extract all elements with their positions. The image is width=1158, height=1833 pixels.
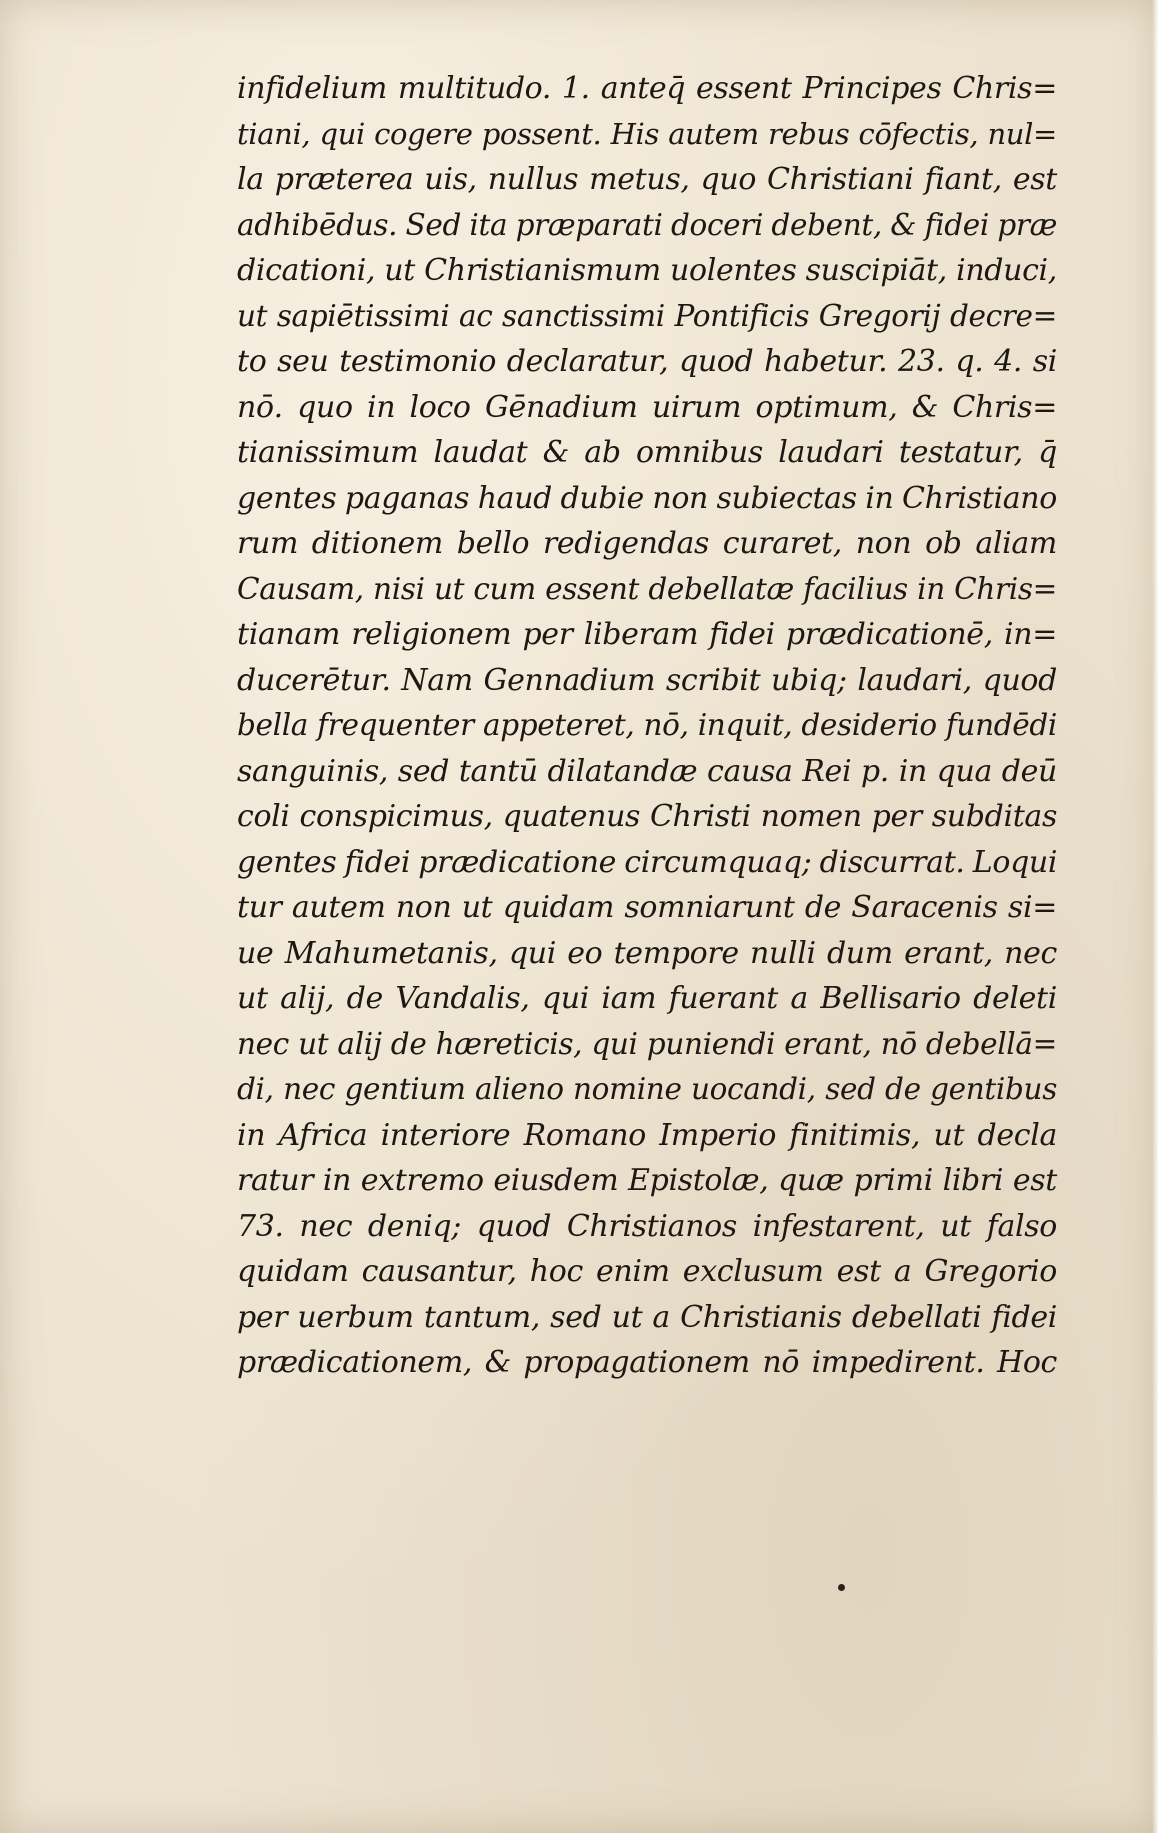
text-line: bella frequenter appeteret, nō, inquit, desiderio fundēdi bbox=[237, 708, 1057, 742]
text-line: ue Mahumetanis, qui eo tempore nulli dum erant, nec bbox=[237, 935, 1057, 971]
text-line: per uerbum tantum, sed ut a Christianis debellati fidei bbox=[237, 1299, 1057, 1335]
text-line: to seu testimonio declaratur, quod habetur. 23. q. 4. si bbox=[237, 344, 1057, 379]
text-line: gentes fidei prædicatione circumquaq; discurrat. Loqui bbox=[237, 844, 1058, 880]
text-line: rum ditionem bello redigendas curaret, non ob aliam bbox=[237, 526, 1057, 561]
text-line: coli conspicimus, quatenus Christi nomen per subditas bbox=[237, 799, 1057, 834]
text-line: tianissimum laudat & ab omnibus laudari testatur, q̄ bbox=[237, 435, 1057, 470]
text-line: ratur in extremo eiusdem Epistolæ, quæ primi libri est bbox=[237, 1163, 1057, 1198]
text-line: sanguinis, sed tantū dilatandæ causa Rei p. in qua deū bbox=[237, 753, 1057, 789]
text-line: tur autem non ut quidam somniarunt de Saracenis si= bbox=[237, 890, 1057, 925]
text-line: nō. quo in loco Gēnadium uirum optimum, & Chris= bbox=[237, 389, 1057, 425]
text-line: adhibēdus. Sed ita præparati doceri debent, & fidei præ bbox=[237, 207, 1057, 242]
text-line: di, nec gentium alieno nomine uocandi, sed de gentibus bbox=[237, 1072, 1057, 1106]
text-line: tianam religionem per liberam fidei prædicationē, in= bbox=[237, 617, 1057, 652]
text-line: quidam causantur, hoc enim exclusum est a Gregorio bbox=[237, 1254, 1057, 1289]
text-line: 73. nec deniq; quod Christianos infestarent, ut falso bbox=[237, 1208, 1057, 1244]
text-line: la præterea uis, nullus metus, quo Christiani fiant, est bbox=[237, 162, 1057, 197]
text-column bbox=[237, 66, 1057, 1386]
text-line: Causam, nisi ut cum essent debellatæ facilius in Chris= bbox=[237, 571, 1057, 606]
text-line: nec ut alij de hæreticis, qui puniendi erant, nō debellā= bbox=[237, 1026, 1057, 1061]
text-line: ut sapiētissimi ac sanctissimi Pontificis Gregorij decre= bbox=[237, 298, 1057, 333]
text-line: ducerētur. Nam Gennadium scribit ubiq; laudari, quod bbox=[237, 662, 1057, 698]
text-line: prædicationem, & propagationem nō impedirent. Hoc bbox=[237, 1345, 1057, 1380]
text-line: dicationi, ut Christianismum uolentes suscipiāt, induci, bbox=[237, 253, 1057, 288]
ink-dot-ornament bbox=[838, 1584, 845, 1591]
text-line: infidelium multitudo. 1. anteq̄ essent Principes Chris= bbox=[237, 71, 1057, 106]
text-line: ut alij, de Vandalis, qui iam fuerant a Bellisario deleti bbox=[237, 981, 1057, 1016]
text-line: gentes paganas haud dubie non subiectas in Christiano bbox=[237, 480, 1057, 516]
text-line: in Africa interiore Romano Imperio finitimis, ut decla bbox=[237, 1117, 1057, 1153]
text-line: tiani, qui cogere possent. His autem rebus cōfectis, nul= bbox=[237, 116, 1057, 151]
